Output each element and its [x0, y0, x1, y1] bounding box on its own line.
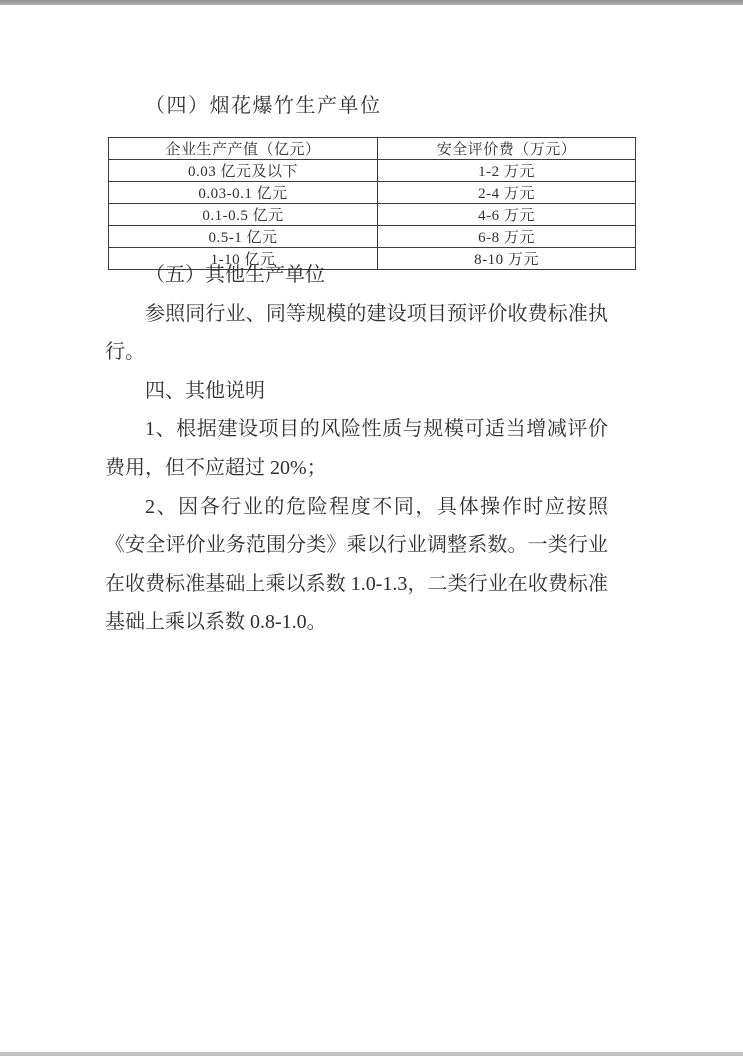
fee-table-cell: 1-2 万元	[378, 160, 636, 182]
fee-table-row	[109, 204, 636, 226]
fee-table	[108, 137, 636, 270]
fee-table-cell: 4-6 万元	[378, 204, 636, 226]
fee-table-cell: 1-10 亿元	[109, 248, 378, 270]
fee-table-header-cell: 企业生产产值（亿元）	[109, 138, 378, 160]
page-top-edge	[0, 0, 743, 5]
fee-table-cell: 0.03 亿元及以下	[109, 160, 378, 182]
fee-table-cell: 0.1-0.5 亿元	[109, 204, 378, 226]
fee-table-body	[109, 160, 636, 270]
fee-table-row	[109, 160, 636, 182]
section-4-heading: （四）烟花爆竹生产单位	[145, 95, 382, 117]
fee-table-row	[109, 226, 636, 248]
fee-table-cell: 0.03-0.1 亿元	[109, 182, 378, 204]
fee-table-row	[109, 182, 636, 204]
fee-table-cell: 0.5-1 亿元	[109, 226, 378, 248]
fee-table-header-cell: 安全评价费（万元）	[378, 138, 636, 160]
other-notes-heading: 四、其他说明	[145, 379, 265, 402]
document-body	[105, 256, 608, 642]
note-1-paragraph: 1、根据建设项目的风险性质与规模可适当增减评价费用，但不应超过 20%；	[105, 418, 608, 479]
note-2-paragraph: 2、因各行业的危险程度不同，具体操作时应按照《安全评价业务范围分类》乘以行业调整系数。一类行业在收费标准基础上乘以系数 1.0-1.3，二类行业在收费标准基础上乘以系数 0.8-1.0。	[105, 495, 608, 634]
page-bottom-edge	[0, 1052, 743, 1056]
section-5-paragraph: 参照同行业、同等规模的建设项目预评价收费标准执行。	[105, 302, 608, 364]
fee-table-cell: 6-8 万元	[378, 226, 636, 248]
section-5-heading: （五）其他生产单位	[145, 264, 325, 286]
fee-table-cell: 8-10 万元	[378, 248, 636, 270]
fee-table-header-row	[109, 138, 636, 160]
fee-table-cell: 2-4 万元	[378, 182, 636, 204]
